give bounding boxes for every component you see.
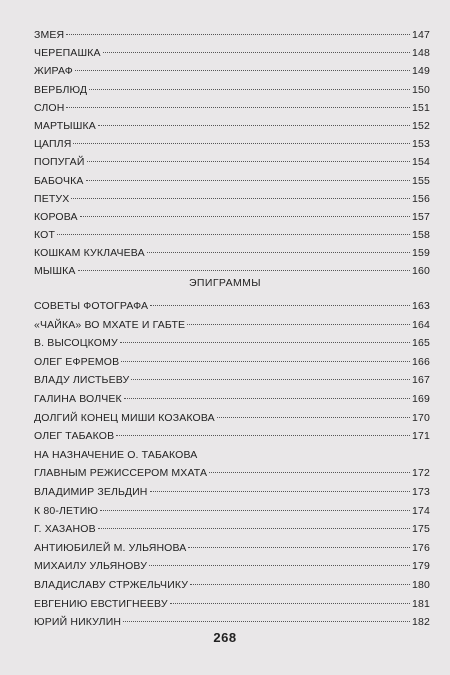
toc-entry-page: 154: [412, 156, 430, 169]
toc-entry: [34, 62, 430, 80]
toc-entry-title: ЧЕРЕПАШКА: [34, 47, 101, 60]
dot-leader: [98, 528, 410, 529]
toc-entry-title: К 80-ЛЕТИЮ: [34, 504, 99, 517]
toc-entry: [34, 244, 430, 262]
toc-entry-title: ВЛАДИСЛАВУ СТРЖЕЛЬЧИКУ: [34, 578, 189, 591]
toc-entry-title: МАРТЫШКА: [34, 119, 96, 132]
toc-entry-title: ВЕРБЛЮД: [34, 83, 88, 96]
toc-entry: [34, 371, 430, 390]
toc-entry-page: 158: [412, 229, 430, 242]
toc-entry-page: 165: [412, 337, 430, 350]
toc-entry-title: СЛОН: [34, 101, 65, 114]
toc-entry: [34, 353, 430, 372]
toc-entry-page: 180: [412, 578, 430, 591]
toc-entry-page: 169: [412, 392, 430, 405]
dot-leader: [124, 398, 410, 399]
dot-leader: [66, 107, 410, 108]
dot-leader: [187, 324, 410, 325]
dot-leader: [57, 234, 410, 235]
dot-leader: [120, 342, 410, 343]
toc-entry-page: 148: [412, 47, 430, 60]
toc-entry-title: АНТИЮБИЛЕЙ М. УЛЬЯНОВА: [34, 541, 187, 554]
dot-leader: [87, 161, 410, 162]
toc-entry-page: 164: [412, 318, 430, 331]
dot-leader: [121, 361, 410, 362]
toc-entry: [34, 316, 430, 335]
toc-entry: [34, 44, 430, 62]
toc-entry: [34, 520, 430, 539]
toc-entry-page: 151: [412, 101, 430, 114]
page-number: 268: [213, 630, 237, 645]
toc-entry-page: 156: [412, 192, 430, 205]
toc-entry: [34, 26, 430, 44]
toc-entry-title: ВЛАДУ ЛИСТЬЕВУ: [34, 374, 130, 387]
toc-entry: [34, 613, 430, 632]
toc-entry-page: 174: [412, 504, 430, 517]
toc-entry-title: ЦАПЛЯ: [34, 138, 72, 151]
toc-entry-title: ВЛАДИМИР ЗЕЛЬДИН: [34, 485, 148, 498]
toc-entry-title: ЖИРАФ: [34, 65, 73, 78]
dot-leader: [98, 125, 410, 126]
dot-leader: [103, 52, 410, 53]
dot-leader: [71, 198, 410, 199]
toc-entry-title: НА НАЗНАЧЕНИЕ О. ТАБАКОВА: [34, 448, 198, 461]
toc-entry-page: 155: [412, 174, 430, 187]
toc-entry-title: Г. ХАЗАНОВ: [34, 523, 96, 536]
dot-leader: [100, 510, 410, 511]
toc-entry-title: ПОПУГАЙ: [34, 156, 85, 169]
toc-entry-title: ЗМЕЯ: [34, 29, 65, 41]
toc-entry: [34, 409, 430, 428]
toc-entry-page: 171: [412, 430, 430, 443]
dot-leader: [150, 491, 410, 492]
toc-entry: [34, 226, 430, 244]
toc-entry-title: «ЧАЙКА» ВО МХАТЕ И ГАБТЕ: [34, 318, 186, 331]
toc-entry: [34, 190, 430, 208]
toc-entry: [34, 334, 430, 353]
toc-entry-page: 179: [412, 560, 430, 573]
dot-leader: [86, 180, 410, 181]
toc-entry: [34, 297, 430, 316]
toc-entry-page: 147: [412, 29, 430, 41]
toc-entry: [34, 172, 430, 190]
toc-entry-title: МИХАИЛУ УЛЬЯНОВУ: [34, 560, 148, 573]
toc-entry-page: 153: [412, 138, 430, 151]
toc-entry-page: 149: [412, 65, 430, 78]
dot-leader: [147, 252, 410, 253]
toc-entry-page: 152: [412, 119, 430, 132]
dot-leader: [149, 565, 410, 566]
toc-entry-page: 159: [412, 247, 430, 260]
toc-entry: [34, 576, 430, 595]
contents-list-epigrams: [34, 297, 430, 632]
toc-entry-page: 157: [412, 210, 430, 223]
toc-entry-title: СОВЕТЫ ФОТОГРАФА: [34, 300, 149, 312]
dot-leader: [170, 603, 410, 604]
toc-entry-page: 163: [412, 300, 430, 312]
toc-entry: [34, 117, 430, 135]
toc-entry-page: 160: [412, 265, 430, 278]
dot-leader: [89, 89, 410, 90]
toc-entry-page: 173: [412, 485, 430, 498]
toc-entry-title: ОЛЕГ ЕФРЕМОВ: [34, 355, 120, 368]
dot-leader: [80, 216, 410, 217]
dot-leader: [78, 270, 410, 271]
dot-leader: [150, 305, 410, 306]
toc-entry: [34, 446, 430, 465]
toc-entry: [34, 464, 430, 483]
toc-entry-title: ПЕТУХ: [34, 192, 70, 205]
toc-entry-page: 170: [412, 411, 430, 424]
toc-entry-page: 181: [412, 597, 430, 610]
toc-entry-title: КОРОВА: [34, 210, 78, 223]
toc-entry-title: КОТ: [34, 229, 56, 242]
dot-leader: [188, 547, 410, 548]
toc-entry: [34, 208, 430, 226]
toc-entry: [34, 81, 430, 99]
toc-entry-page: 176: [412, 541, 430, 554]
contents-list-poems: [34, 26, 430, 281]
dot-leader: [75, 70, 410, 71]
dot-leader: [116, 435, 410, 436]
toc-entry-page: 166: [412, 355, 430, 368]
toc-entry-page: 167: [412, 374, 430, 387]
dot-leader: [123, 621, 410, 622]
toc-entry: [34, 99, 430, 117]
toc-entry: [34, 135, 430, 153]
toc-entry-title: ДОЛГИЙ КОНЕЦ МИШИ КОЗАКОВА: [34, 411, 215, 424]
dot-leader: [190, 584, 410, 585]
dot-leader: [131, 379, 410, 380]
dot-leader: [73, 143, 410, 144]
toc-entry-page: 182: [412, 616, 430, 629]
toc-entry-title: В. ВЫСОЦКОМУ: [34, 337, 118, 350]
toc-entry: [34, 390, 430, 409]
toc-entry-page: 175: [412, 523, 430, 536]
toc-entry-page: 172: [412, 467, 430, 480]
dot-leader: [66, 34, 410, 35]
dot-leader: [217, 417, 410, 418]
toc-entry-title: БАБОЧКА: [34, 174, 84, 187]
toc-entry-title: ОЛЕГ ТАБАКОВ: [34, 430, 115, 443]
toc-entry: [34, 539, 430, 558]
toc-entry: [34, 427, 430, 446]
toc-entry-title: ГАЛИНА ВОЛЧЕК: [34, 392, 122, 405]
section-heading: ЭПИГРАММЫ: [188, 277, 262, 289]
toc-entry: [34, 153, 430, 171]
toc-entry: [34, 502, 430, 521]
toc-entry: [34, 483, 430, 502]
toc-entry-title: КОШКАМ КУКЛАЧЕВА: [34, 247, 145, 260]
toc-entry: [34, 557, 430, 576]
dot-leader: [209, 472, 410, 473]
toc-entry: [34, 595, 430, 614]
toc-entry-page: 150: [412, 83, 430, 96]
toc-entry-title: ЮРИЙ НИКУЛИН: [34, 616, 122, 629]
toc-entry-title: МЫШКА: [34, 265, 76, 278]
toc-entry-title: ЕВГЕНИЮ ЕВСТИГНЕЕВУ: [34, 597, 168, 610]
toc-entry-title: ГЛАВНЫМ РЕЖИССЕРОМ МХАТА: [34, 467, 208, 480]
